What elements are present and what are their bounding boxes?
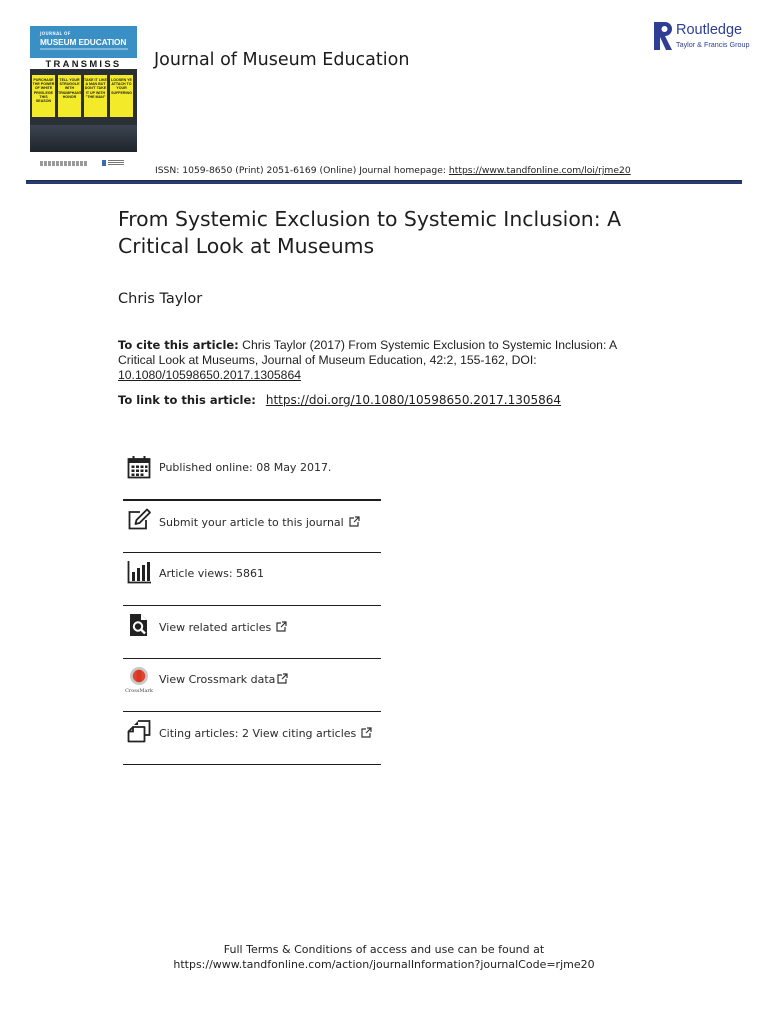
info-divider <box>123 499 381 501</box>
edit-icon <box>127 508 151 532</box>
cover-theme: TRANSMISS <box>30 58 137 69</box>
cover-photo <box>30 69 137 152</box>
partner-logo-right <box>102 159 124 168</box>
publisher-name: Routledge <box>676 22 743 38</box>
cover-sign: TELL YOUR STRUGGLE WITH TRIUMPHANT HONOR <box>58 75 81 117</box>
cover-kicker: JOURNAL OF <box>40 31 71 36</box>
publisher-group: Taylor & Francis Group <box>676 40 750 49</box>
cite-doi-link[interactable]: 10.1080/10598650.2017.1305864 <box>118 368 301 382</box>
article-doi-link[interactable]: https://doi.org/10.1080/10598650.2017.1305864 <box>265 393 562 407</box>
citation-block <box>118 338 638 383</box>
crossmark-link[interactable] <box>159 673 288 686</box>
terms-line: Full Terms & Conditions of access and use can be found at <box>223 943 545 956</box>
info-citing[interactable] <box>123 718 381 752</box>
info-divider <box>123 605 381 606</box>
journal-cover-image <box>30 26 137 152</box>
info-divider <box>123 764 381 765</box>
partner-logo-left <box>40 161 88 166</box>
issn-line <box>155 165 631 176</box>
info-divider <box>123 658 381 659</box>
related-articles-link[interactable] <box>159 621 287 634</box>
cover-photo-ground <box>30 125 137 152</box>
external-link-icon <box>361 727 372 738</box>
article-title: From Systemic Exclusion to Systemic Inclusion: A Critical Look at Museums <box>118 207 622 258</box>
crossmark-icon <box>127 666 151 694</box>
cover-sign: PURCHASE THE POWER OF WHITE PRIVILEGE THIS SEASON <box>32 75 55 117</box>
info-divider <box>123 711 381 712</box>
cover-meta-line <box>40 48 128 50</box>
header-rule-blue <box>26 181 742 184</box>
article-views: Article views: 5861 <box>159 567 265 580</box>
info-published <box>123 454 381 482</box>
partner-logos <box>40 159 126 169</box>
citing-articles-link[interactable] <box>159 727 372 740</box>
submit-article-link[interactable] <box>159 516 360 529</box>
published-date: Published online: 08 May 2017. <box>159 461 332 474</box>
related-label: View related articles <box>159 621 272 634</box>
article-author: Chris Taylor <box>118 291 203 307</box>
cover-sign: TAKE IT LIKE A MAN BUT DON'T TAKE IT UP WITH "THE MAN" <box>84 75 107 117</box>
citing-label: Citing articles: 2 View citing articles <box>159 727 357 740</box>
citing-documents-icon <box>127 719 151 743</box>
crossmark-logo-text: CrossMark <box>125 688 153 694</box>
info-crossmark[interactable] <box>123 665 381 699</box>
link-label: To link to this article: <box>118 393 260 407</box>
document-search-icon <box>127 613 151 637</box>
journal-homepage-link[interactable]: https://www.tandfonline.com/loi/rjme20 <box>448 165 631 176</box>
info-views <box>123 558 381 592</box>
terms-footer <box>0 942 768 972</box>
external-link-icon <box>349 516 360 527</box>
cite-label: To cite this article: <box>118 338 239 352</box>
submit-label: Submit your article to this journal <box>159 516 344 529</box>
terms-url[interactable]: https://www.tandfonline.com/action/journalInformation?journalCode=rjme20 <box>173 958 595 971</box>
cite-text: Chris Taylor (2017) From Systemic Exclusion to Systemic Inclusion: A Critical Look at Museums, Journal of Museum Education, 42:2, 155-162, DOI: <box>118 338 617 367</box>
info-divider <box>123 552 381 553</box>
info-related[interactable] <box>123 612 381 646</box>
external-link-icon <box>276 621 287 632</box>
routledge-r-icon <box>654 22 673 50</box>
calendar-icon <box>127 455 151 479</box>
crossmark-label: View Crossmark data <box>159 673 276 686</box>
article-link-line <box>118 393 561 407</box>
issn-text: ISSN: 1059-8650 (Print) 2051-6169 (Online) Journal homepage: <box>155 165 449 176</box>
cover-sign: LOOSEN YE ATTACH TO YOUR SUFFERING <box>110 75 133 117</box>
external-link-icon <box>277 673 288 684</box>
cover-title: MUSEUM EDUCATION <box>40 37 127 47</box>
routledge-logo[interactable] <box>654 21 754 51</box>
journal-name: Journal of Museum Education <box>154 50 410 70</box>
info-submit[interactable] <box>123 506 381 540</box>
bar-chart-icon <box>127 560 151 584</box>
